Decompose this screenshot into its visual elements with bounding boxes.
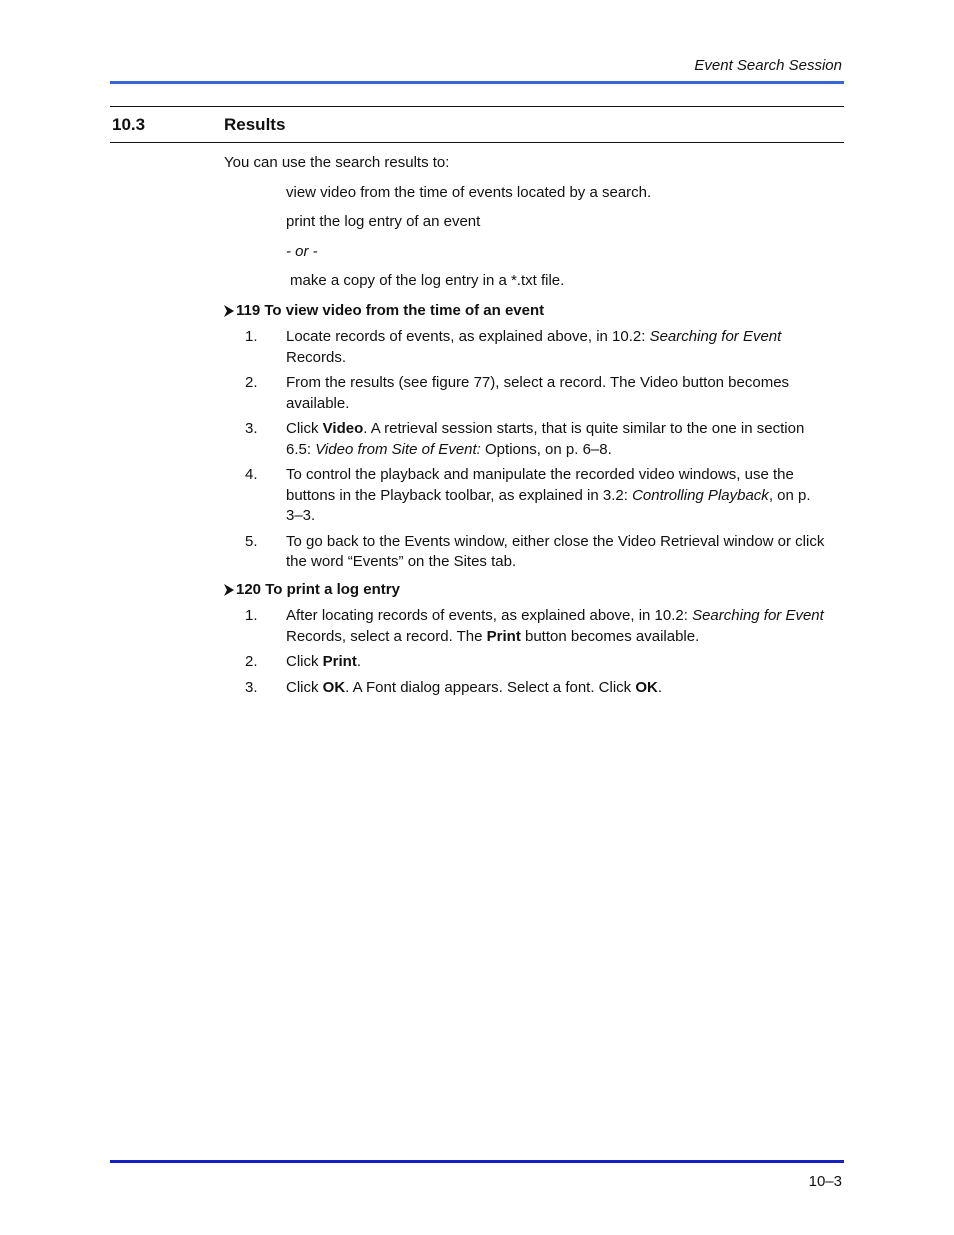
- procedure-arrow-icon: [224, 584, 234, 596]
- procedure-steps: [224, 327, 830, 573]
- step-number: 2.: [245, 374, 258, 391]
- ui-term: Print: [322, 653, 357, 670]
- procedure-heading: [224, 301, 830, 322]
- section-body: [224, 153, 830, 703]
- step-text: Click Print.: [286, 653, 362, 670]
- procedure-heading: [224, 580, 830, 601]
- ui-term: OK: [322, 678, 346, 696]
- ui-term: Print: [486, 627, 521, 645]
- procedure-title: 120 To print a log entry: [236, 580, 400, 598]
- page-number: 10–3: [808, 1173, 842, 1190]
- cross-reference: Searching for Event: [649, 328, 782, 345]
- cross-reference: Controlling Playback: [632, 486, 769, 504]
- step-number: 5.: [245, 532, 258, 550]
- intro-paragraph: You can use the search results to:: [224, 154, 450, 171]
- section-title: Results: [224, 115, 286, 134]
- step-number: 1.: [245, 607, 258, 624]
- header-rule: [110, 81, 844, 84]
- use-item: make a copy of the log entry in a *.txt file.: [290, 272, 565, 289]
- procedure-step: [224, 465, 830, 527]
- section-rule-bottom: [110, 142, 844, 143]
- step-text: From the results (see figure 77), select a record. The Video button becomes available.: [286, 374, 790, 412]
- step-text: After locating records of events, as explained above, in 10.2: Searching for Event Records, select a record. The Print button becomes available.: [286, 607, 824, 645]
- procedure-arrow-icon: [224, 305, 234, 317]
- or-separator: - or -: [286, 242, 318, 260]
- ui-term: Video: [322, 420, 364, 437]
- step-number: 1.: [245, 328, 258, 345]
- step-number: 4.: [245, 466, 258, 483]
- step-text: To control the playback and manipulate the recorded video windows, use the buttons in the Playback toolbar, as explained in 3.2: Controlling Playback, on p. 3–3.: [286, 466, 811, 524]
- procedure-step: [224, 606, 830, 647]
- step-number: 2.: [245, 653, 258, 670]
- procedure-step: [224, 678, 830, 699]
- footer-rule: [110, 1160, 844, 1163]
- section-rule-top: [110, 106, 844, 107]
- step-text: Click OK. A Font dialog appears. Select a font. Click OK.: [286, 678, 663, 696]
- ui-term: OK: [635, 678, 658, 696]
- procedure-step: [224, 373, 830, 414]
- step-text: Click Video. A retrieval session starts, that is quite similar to the one in section 6.5: Video from Site of Event: Options, on p. 6–8.: [286, 420, 805, 458]
- step-text: Locate records of events, as explained above, in 10.2: Searching for Event Records.: [286, 328, 782, 366]
- cross-reference: Video from Site of Event:: [315, 440, 481, 458]
- step-text: To go back to the Events window, either close the Video Retrieval window or click the word “Events” on the Sites tab.: [286, 532, 825, 570]
- procedure-steps: [224, 606, 830, 698]
- section-number: 10.3: [112, 115, 146, 134]
- procedure-step: [224, 327, 830, 368]
- cross-reference: Searching for Event: [692, 607, 824, 624]
- running-header: Event Search Session: [694, 57, 842, 74]
- procedure-step: [224, 532, 830, 573]
- procedure-step: [224, 419, 830, 460]
- procedure-step: [224, 652, 830, 673]
- use-item: print the log entry of an event: [286, 213, 481, 230]
- use-item: view video from the time of events located by a search.: [286, 183, 652, 201]
- step-number: 3.: [245, 420, 258, 437]
- step-number: 3.: [245, 678, 258, 696]
- procedure-title: 119 To view video from the time of an event: [236, 301, 545, 319]
